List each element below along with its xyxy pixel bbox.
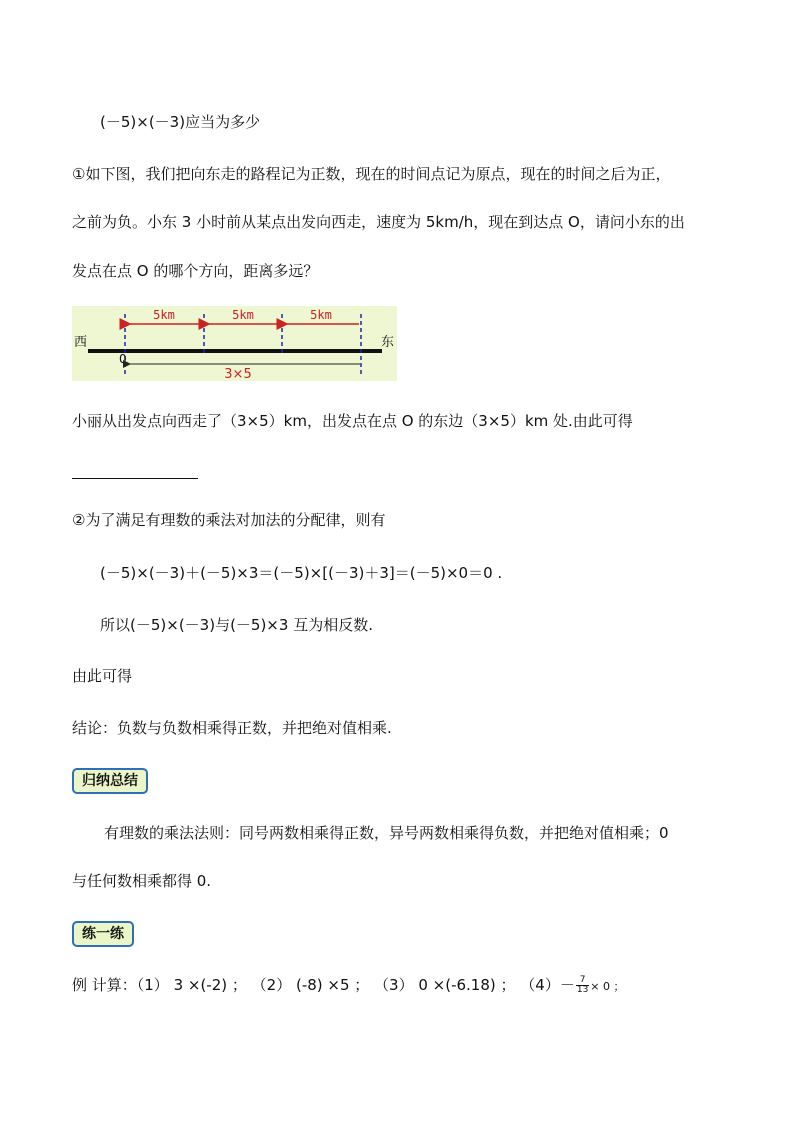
east-label: 东 xyxy=(381,335,395,350)
paragraph-line: 由此可得 xyxy=(72,667,133,685)
question-title: (－5)×(－3)应当为多少 xyxy=(100,113,261,131)
conclusion-line: 结论：负数与负数相乘得正数，并把绝对值相乘. xyxy=(72,719,392,737)
segment-label: 5km xyxy=(153,308,175,322)
total-label: 3×5 xyxy=(224,367,252,381)
fraction-numerator: 7 xyxy=(576,976,589,986)
number-line-figure xyxy=(72,306,397,381)
paragraph-line: 之前为负。小东 3 小时前从某点出发向西走，速度为 5km/h，现在到达点 O，请问小东的出 xyxy=(72,213,685,231)
rule-line: 与任何数相乘都得 0. xyxy=(72,872,212,890)
example-prefix: 例 计算：（1） 3 ×(-2) ； （2） (-8) ×5 ； （3） 0 ×(-6.18) ； （4）－ xyxy=(72,976,575,994)
segment-label: 5km xyxy=(310,308,332,322)
example-suffix: × 0 ； xyxy=(590,980,625,993)
west-label: 西 xyxy=(74,335,88,350)
fraction-denominator: 13 xyxy=(576,985,589,995)
origin-label: 0 xyxy=(119,352,127,366)
paragraph-line: 所以(－5)×(－3)与(－5)×3 互为相反数. xyxy=(100,616,373,634)
answer-blank xyxy=(72,478,198,479)
badge-practice: 练一练 xyxy=(72,921,134,947)
paragraph-line: ①如下图，我们把向东走的路程记为正数，现在的时间点记为原点，现在的时间之后为正， xyxy=(72,165,671,183)
segment-label: 5km xyxy=(232,308,254,322)
paragraph-line: 小丽从出发点向西走了（3×5）km，出发点在点 O 的东边（3×5）km 处.由此可得 xyxy=(72,412,633,430)
fraction xyxy=(576,976,589,995)
paragraph-line: 发点在点 O 的哪个方向，距离多远？ xyxy=(72,262,319,280)
equation-line: (－5)×(－3)＋(－5)×3＝(－5)×[(－3)＋3]＝(－5)×0＝0 . xyxy=(100,564,503,582)
example-line xyxy=(72,975,625,997)
paragraph-line: ②为了满足有理数的乘法对加法的分配律，则有 xyxy=(72,511,386,529)
badge-summary: 归纳总结 xyxy=(72,768,148,794)
rule-line: 有理数的乘法法则：同号两数相乘得正数，异号两数相乘得负数，并把绝对值相乘；0 xyxy=(104,824,669,842)
